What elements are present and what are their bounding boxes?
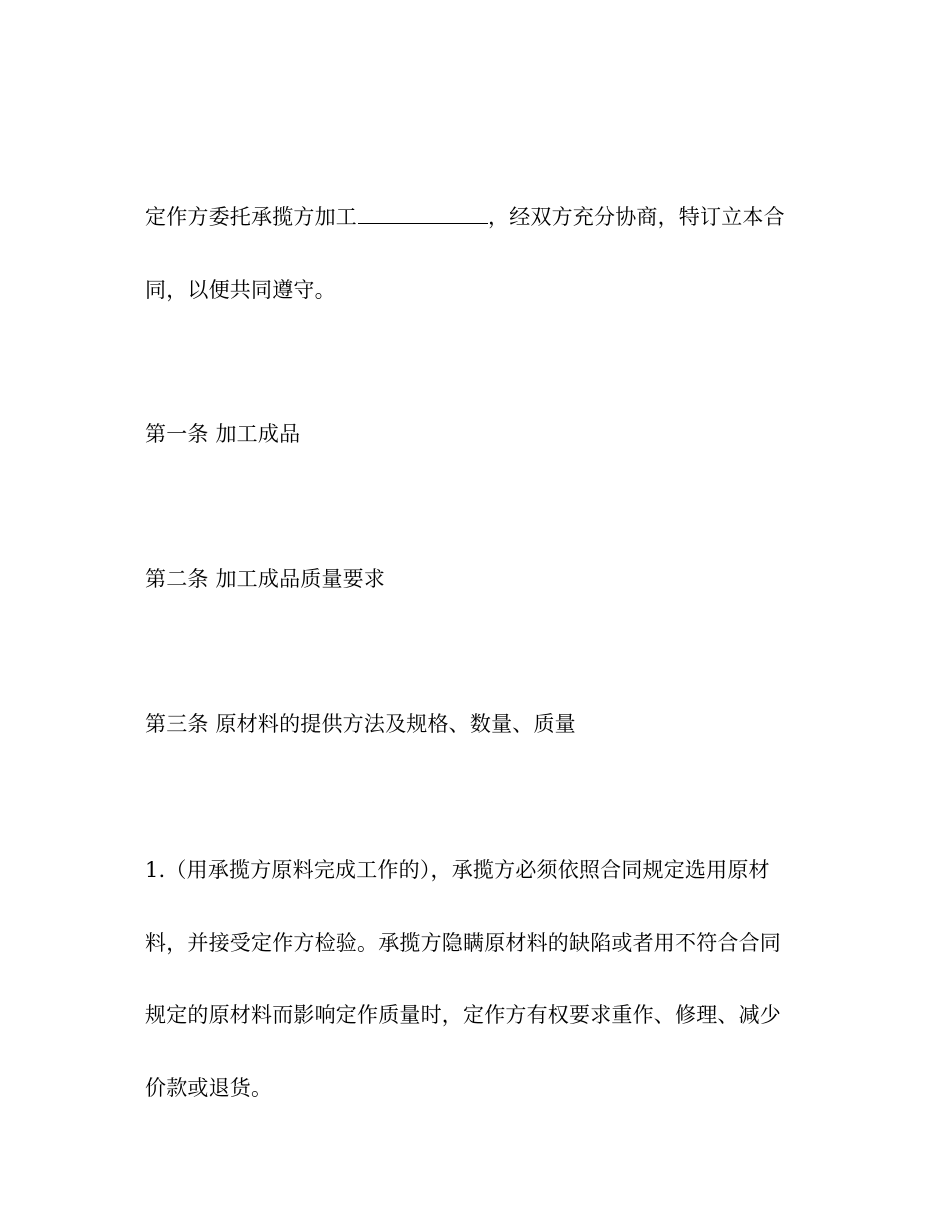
intro-line-1 — [145, 201, 805, 232]
intro-text-after-blank: ，经双方充分协商，特订立本合 — [488, 205, 785, 229]
clause-1-line-3: 规定的原材料而影响定作质量时，定作方有权要求重作、修理、减少 — [145, 1003, 781, 1027]
article-1-title: 第一条 加工成品 — [145, 422, 301, 446]
intro-line-2: 同，以便共同遵守。 — [145, 278, 336, 302]
clause-1-line-1: 1.（用承揽方原料完成工作的），承揽方必须依照合同规定选用原材 — [145, 858, 770, 882]
clause-1-line-4: 价款或退货。 — [145, 1076, 273, 1100]
fill-in-blank — [358, 201, 488, 224]
clause-1-line-2: 料，并接受定作方检验。承揽方隐瞒原材料的缺陷或者用不符合合同 — [145, 931, 781, 955]
article-3-title: 第三条 原材料的提供方法及规格、数量、质量 — [145, 712, 576, 736]
article-2-title: 第二条 加工成品质量要求 — [145, 567, 386, 591]
intro-text-before-blank: 定作方委托承揽方加工 — [145, 205, 357, 229]
